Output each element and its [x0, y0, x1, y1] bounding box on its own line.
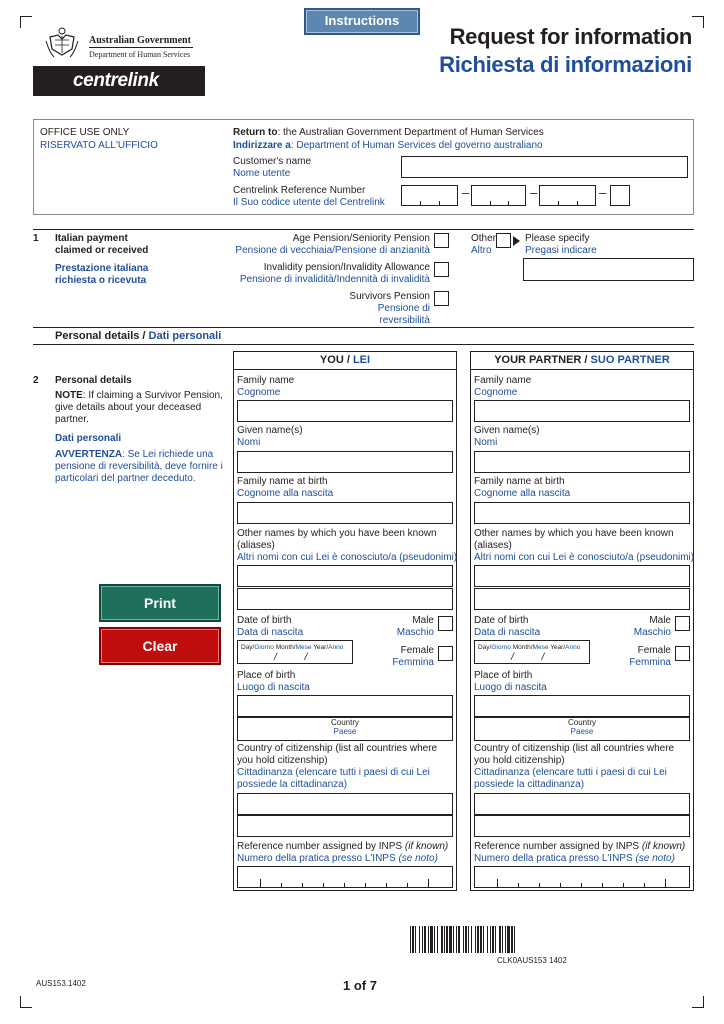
q2-avvertenza-text: : Se Lei richiede una pensione di reversibilità, deve fornire i particolari del partner deceduto.: [55, 449, 223, 484]
personal-details-heading-it: Dati personali: [148, 330, 222, 342]
crn-dash-1: –: [462, 185, 470, 200]
partner-female-checkbox[interactable]: [675, 646, 690, 661]
q2-title-en: Personal details: [55, 375, 132, 386]
you-given-names-field[interactable]: [237, 451, 453, 473]
partner-dob-separators: / /: [511, 652, 545, 663]
office-use-label-it: RISERVATO ALL'UFFICIO: [40, 140, 158, 151]
you-pob-label-it: Luogo di nascita: [237, 682, 310, 693]
you-inps-se-noto: (se noto): [398, 853, 438, 864]
other-label-it: Altro: [471, 245, 492, 256]
personal-details-underline: [33, 344, 694, 345]
survivors-label-it-1: Pensione di: [377, 303, 430, 314]
you-birth-family-name-label-it: Cognome alla nascita: [237, 488, 334, 499]
crn-dash-2: –: [530, 185, 538, 200]
partner-pob-country-field[interactable]: [474, 717, 690, 741]
partner-aliases-label-en: Other names by which you have been known (aliases): [474, 528, 674, 551]
q1-title-it-2: richiesta o ricevuta: [55, 275, 147, 286]
you-birth-family-name-field[interactable]: [237, 502, 453, 524]
invalidity-label-en: Invalidity pension/Invalidity Allowance: [263, 262, 430, 273]
you-country-label-it: Paese: [333, 727, 357, 736]
please-specify-field[interactable]: [523, 258, 694, 281]
form-code: AUS153.1402: [36, 979, 86, 988]
invalidity-label-it: Pensione di invalidità/Indennità di invalidità: [239, 274, 430, 285]
q2-note-text: : If claiming a Survivor Pension, give details about your deceased partner.: [55, 390, 223, 425]
partner-male-checkbox[interactable]: [675, 616, 690, 631]
you-inps-label-en: [237, 841, 448, 853]
you-dob-month-en: Month/: [275, 644, 296, 651]
you-dob-year-it: Anno: [328, 644, 344, 651]
coat-of-arms-icon: [44, 27, 80, 59]
partner-given-names-label-en: Given name(s): [474, 425, 540, 436]
partner-dob-year-en: Year/: [550, 644, 566, 651]
partner-heading-it: SUO PARTNER: [590, 354, 670, 366]
you-aliases-field-2[interactable]: [237, 588, 453, 610]
you-pob-field[interactable]: [237, 695, 453, 717]
barcode-icon: [410, 926, 666, 953]
instructions-button[interactable]: Instructions: [304, 8, 420, 35]
print-button[interactable]: Print: [99, 584, 221, 622]
partner-dob-day-it: Giorno: [491, 644, 511, 651]
crop-mark-top-right: [692, 16, 704, 28]
department-name: Department of Human Services: [89, 50, 191, 59]
partner-inps-se-noto: (se noto): [635, 853, 675, 864]
partner-aliases-field-2[interactable]: [474, 588, 690, 610]
q1-title-en-1: Italian payment: [55, 233, 128, 244]
you-dob-separators: / /: [274, 652, 308, 663]
age-pension-checkbox[interactable]: [434, 233, 449, 248]
partner-aliases-label-it: Altri nomi con cui Lei è conosciuto/a (pseudonimi): [474, 552, 695, 563]
government-name: Australian Government: [89, 35, 191, 46]
crn-field-part-1[interactable]: [401, 185, 458, 206]
you-inps-text-it: Numero della pratica presso L'INPS: [237, 853, 399, 864]
you-citizenship-field-1[interactable]: [237, 793, 453, 815]
crop-mark-bottom-right: [692, 996, 704, 1008]
crop-mark-bottom-left: [20, 996, 32, 1008]
you-pob-country-field[interactable]: [237, 717, 453, 741]
you-inps-field[interactable]: [237, 866, 453, 888]
you-given-names-label-en: Given name(s): [237, 425, 303, 436]
you-inps-text-en: Reference number assigned by INPS: [237, 841, 405, 852]
you-birth-family-name-label-en: Family name at birth: [237, 476, 328, 487]
you-aliases-field-1[interactable]: [237, 565, 453, 587]
you-citizenship-label-it: Cittadinanza (elencare tutti i paesi di cui Lei possiede la cittadinanza): [237, 767, 430, 790]
you-panel: [233, 351, 457, 891]
please-specify-label-it: Pregasi indicare: [525, 245, 597, 256]
partner-family-name-field[interactable]: [474, 400, 690, 422]
crn-label-it: Il Suo codice utente del Centrelink: [233, 197, 385, 208]
you-female-label-en: Female: [400, 645, 434, 656]
you-panel-heading: [234, 352, 456, 370]
partner-inps-if-known: (if known): [641, 841, 686, 852]
you-female-checkbox[interactable]: [438, 646, 453, 661]
crn-field-part-2[interactable]: [471, 185, 526, 206]
other-label-en: Other: [471, 233, 497, 244]
you-citizenship-field-2[interactable]: [237, 815, 453, 837]
you-aliases-label-it: Altri nomi con cui Lei è conosciuto/a (pseudonimi): [237, 552, 458, 563]
you-given-names-label-it: Nomi: [237, 437, 261, 448]
partner-dob-day-en: Day/: [478, 644, 492, 651]
you-inps-if-known: (if known): [404, 841, 449, 852]
you-inps-label-it: [237, 853, 438, 865]
address-label: Indirizzare a: [233, 140, 291, 151]
you-dob-month-it: Mese: [295, 644, 312, 651]
you-dob-day-it: Giorno: [254, 644, 274, 651]
q1-title-it-1: Prestazione italiana: [55, 263, 149, 274]
partner-citizenship-label-it: Cittadinanza (elencare tutti i paesi di cui Lei possiede la cittadinanza): [474, 767, 667, 790]
page-number: 1 of 7: [343, 978, 377, 993]
partner-citizenship-field-2[interactable]: [474, 815, 690, 837]
partner-panel: [470, 351, 694, 891]
personal-details-heading-en: Personal details /: [55, 330, 149, 342]
partner-inps-label-en: [474, 841, 685, 853]
you-heading-en: YOU /: [319, 354, 353, 366]
you-citizenship-label-en: Country of citizenship (list all countries where you hold citizenship): [237, 743, 438, 766]
you-country-label: [238, 718, 452, 736]
partner-inps-text-it: Numero della pratica presso L'INPS: [474, 853, 636, 864]
age-pension-label-it: Pensione di vecchiaia/Pensione di anzianità: [235, 245, 430, 256]
crn-label-en: Centrelink Reference Number: [233, 185, 366, 196]
age-pension-label-en: Age Pension/Seniority Pension: [292, 233, 430, 244]
survivors-checkbox[interactable]: [434, 291, 449, 306]
q1-divider: [33, 229, 694, 230]
q1-number: 1: [33, 233, 39, 244]
q2-title-it: Dati personali: [55, 433, 122, 444]
address-text: : Department of Human Services del governo australiano: [290, 140, 543, 151]
q2-note: [55, 390, 225, 426]
partner-country-label: [475, 718, 689, 736]
you-dob-label-en: Date of birth: [237, 615, 292, 626]
partner-female-label-en: Female: [637, 645, 671, 656]
you-family-name-label-en: Family name: [237, 375, 295, 386]
crn-field-part-4[interactable]: [610, 185, 630, 206]
partner-aliases-field-1[interactable]: [474, 565, 690, 587]
q2-number: 2: [33, 375, 39, 386]
please-specify-label-en: Please specify: [525, 233, 590, 244]
office-use-label-en: OFFICE USE ONLY: [40, 127, 130, 138]
header-divider: [89, 47, 193, 48]
barcode-stripe: [515, 926, 517, 953]
clear-button[interactable]: Clear: [99, 627, 221, 665]
partner-country-label-en: Country: [567, 718, 596, 727]
customer-name-field[interactable]: [401, 156, 688, 178]
q2-avvertenza: [55, 449, 227, 485]
partner-inps-label-it: [474, 853, 675, 865]
partner-dob-year-it: Anno: [565, 644, 581, 651]
address-line: [233, 140, 543, 152]
you-dob-label-it: Data di nascita: [237, 627, 304, 638]
partner-given-names-label-it: Nomi: [474, 437, 498, 448]
return-to-line: [233, 127, 544, 139]
crop-mark-top-left: [20, 16, 32, 28]
partner-inps-text-en: Reference number assigned by INPS: [474, 841, 642, 852]
centrelink-logo: centrelink: [33, 66, 205, 96]
partner-panel-heading: [471, 352, 693, 370]
partner-male-label-en: Male: [649, 615, 671, 626]
you-pob-label-en: Place of birth: [237, 670, 296, 681]
partner-family-name-label-it: Cognome: [474, 387, 518, 398]
partner-family-name-label-en: Family name: [474, 375, 532, 386]
return-to-label: Return to: [233, 127, 278, 138]
partner-birth-family-name-label-en: Family name at birth: [474, 476, 565, 487]
barcode-text: CLK0AUS153 1402: [497, 956, 567, 965]
personal-details-heading: [55, 330, 221, 342]
survivors-label-it-2: reversibilità: [379, 315, 430, 326]
partner-inps-field[interactable]: [474, 866, 690, 888]
q2-note-label: NOTE: [55, 390, 83, 401]
partner-pob-label-it: Luogo di nascita: [474, 682, 547, 693]
q2-avvertenza-label: AVVERTENZA: [55, 449, 123, 460]
partner-dob-field[interactable]: [474, 640, 590, 664]
arrow-right-icon: [513, 236, 520, 246]
partner-heading-en: YOUR PARTNER /: [494, 354, 591, 366]
partner-citizenship-label-en: Country of citizenship (list all countries where you hold citizenship): [474, 743, 675, 766]
you-male-checkbox[interactable]: [438, 616, 453, 631]
partner-given-names-field[interactable]: [474, 451, 690, 473]
partner-birth-family-name-label-it: Cognome alla nascita: [474, 488, 571, 499]
return-to-text: : the Australian Government Department of Human Services: [277, 127, 544, 138]
partner-country-label-it: Paese: [570, 727, 594, 736]
partner-dob-label-it: Data di nascita: [474, 627, 541, 638]
partner-dob-label-en: Date of birth: [474, 615, 529, 626]
crn-field-part-3[interactable]: [539, 185, 596, 206]
you-male-label-it: Maschio: [396, 627, 434, 638]
partner-pob-label-en: Place of birth: [474, 670, 533, 681]
you-male-label-en: Male: [412, 615, 434, 626]
partner-female-label-it: Femmina: [629, 657, 671, 668]
you-heading-it: LEI: [352, 354, 371, 366]
partner-dob-month-en: Month/: [512, 644, 533, 651]
crn-dash-3: –: [599, 185, 607, 200]
partner-pob-field[interactable]: [474, 695, 690, 717]
you-family-name-field[interactable]: [237, 400, 453, 422]
other-checkbox[interactable]: [496, 233, 511, 248]
customer-name-label-it: Nome utente: [233, 168, 291, 179]
invalidity-checkbox[interactable]: [434, 262, 449, 277]
you-dob-year-en: Year/: [313, 644, 329, 651]
you-dob-day-en: Day/: [241, 644, 255, 651]
you-country-label-en: Country: [330, 718, 359, 727]
partner-male-label-it: Maschio: [633, 627, 671, 638]
you-family-name-label-it: Cognome: [237, 387, 281, 398]
survivors-label-en: Survivors Pension: [349, 291, 430, 302]
partner-citizenship-field-1[interactable]: [474, 793, 690, 815]
personal-details-divider: [33, 327, 694, 328]
customer-name-label-en: Customer's name: [233, 156, 312, 167]
form-title-it: Richiesta di informazioni: [439, 52, 692, 77]
partner-dob-month-it: Mese: [532, 644, 549, 651]
form-title-en: Request for information: [449, 24, 692, 49]
you-aliases-label-en: Other names by which you have been known (aliases): [237, 528, 437, 551]
you-female-label-it: Femmina: [392, 657, 434, 668]
partner-birth-family-name-field[interactable]: [474, 502, 690, 524]
q1-title-en-2: claimed or received: [55, 245, 149, 256]
office-use-panel: [33, 119, 694, 215]
you-dob-field[interactable]: [237, 640, 353, 664]
